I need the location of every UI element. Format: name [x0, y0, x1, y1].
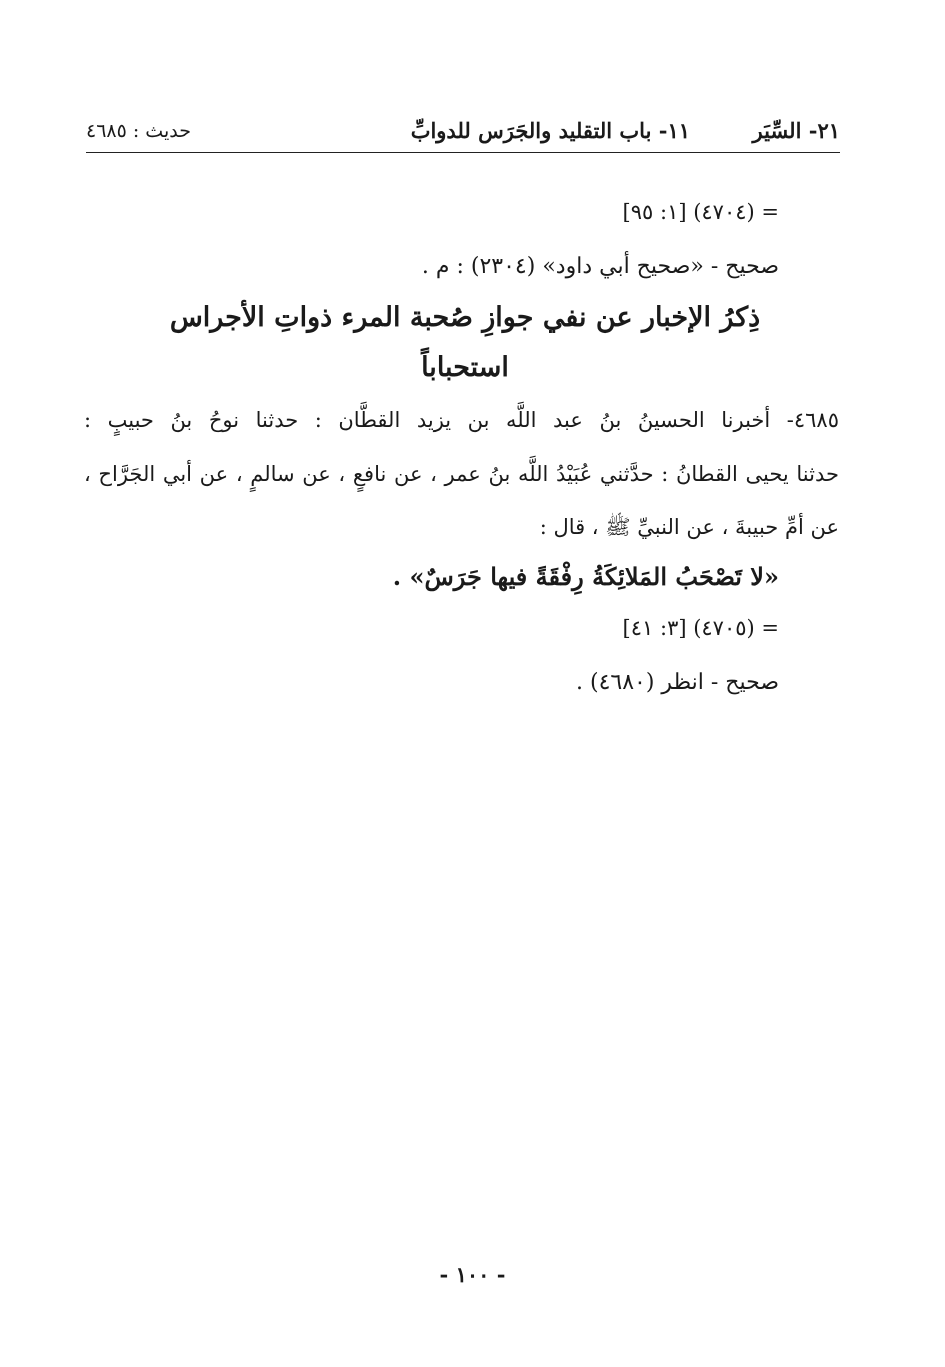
chapter-title: ١١- باب التقليد والجَرَس للدوابِّ: [410, 118, 690, 143]
section-heading-line-1: ذِكرُ الإخبار عن نفي جوازِ صُحبة المرء ذواتِ الأجراس: [169, 302, 761, 333]
hadith-isnad-line-3: عن أمِّ حبيبةَ ، عن النبيِّ ﷺ ، قال :: [539, 515, 839, 539]
hadith-matn: «لا تَصْحَبُ المَلائِكَةُ رِفْقَةً فيها جَرَسٌ» .: [392, 562, 779, 591]
hadith-isnad-line-2: حدثنا يحيى القطانُ : حدَّثني عُبَيْدُ اللَّه بنُ عمر ، عن نافعٍ ، عن سالمٍ ، عن أبي الجَرَّاح ،: [84, 462, 839, 486]
previous-grading: صحيح - «صحيح أبي داود» (٢٣٠٤) : م .: [421, 254, 779, 279]
book-title: ٢١- السِّيَر: [752, 118, 840, 143]
previous-cross-reference: = (٤٧٠٤) [١: ٩٥]: [622, 200, 779, 224]
running-header: [86, 112, 840, 152]
hadith-number-ref: حديث : ٤٦٨٥: [86, 120, 191, 142]
hadith-isnad-line-1: ٤٦٨٥- أخبرنا الحسينُ بنُ عبد اللَّه بن يزيد القطَّان : حدثنا نوحُ بنُ حبيبٍ :: [84, 408, 839, 432]
section-heading-line-2: استحباباً: [421, 352, 509, 383]
hadith-cross-reference: = (٤٧٠٥) [٣: ٤١]: [622, 616, 779, 640]
hadith-grading: صحيح - انظر (٤٦٨٠) .: [576, 670, 779, 695]
header-divider: [86, 152, 840, 153]
page-number: - ١٠٠ -: [439, 1262, 506, 1287]
